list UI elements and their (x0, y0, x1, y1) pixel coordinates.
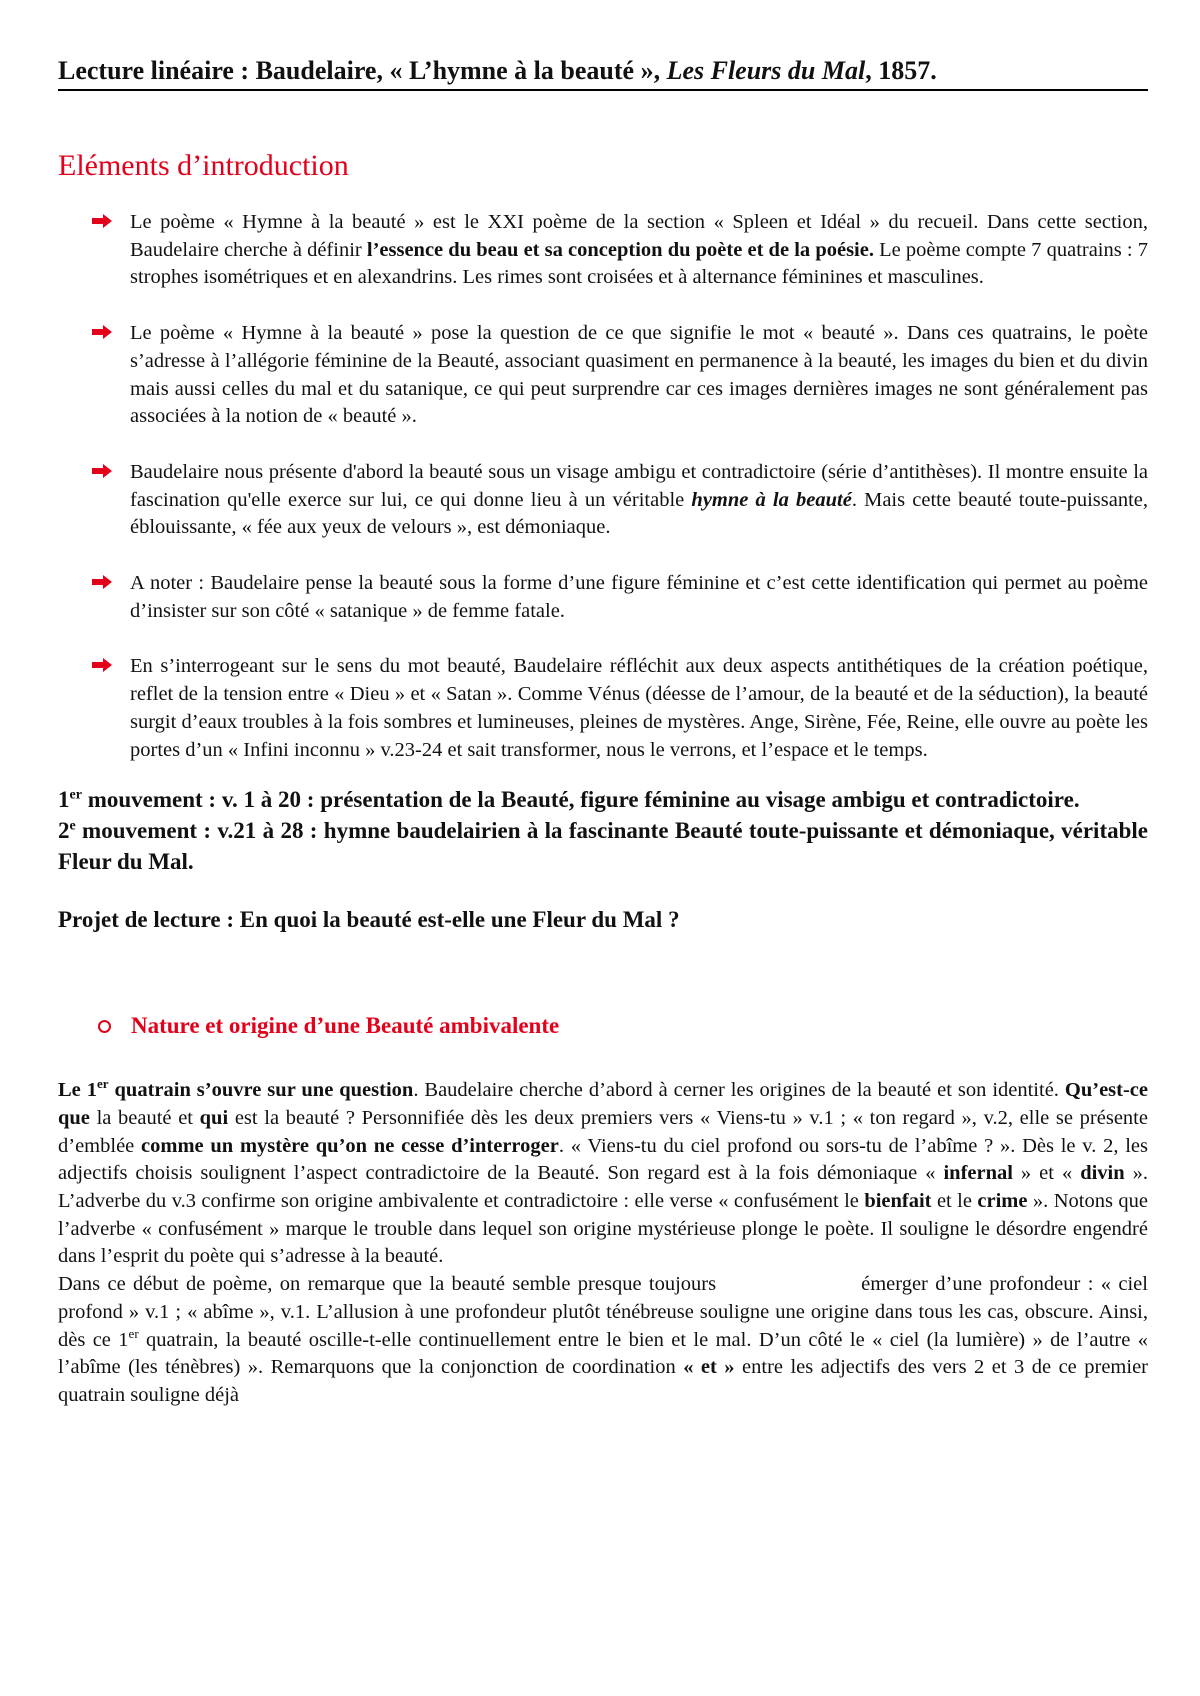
right-arrow-icon (92, 658, 112, 672)
movement-1: 1er mouvement : v. 1 à 20 : présentation de la Beauté, figure féminine au visage ambigu et contradictoire. (58, 787, 1080, 813)
circle-bullet-icon (98, 1020, 111, 1033)
list-item: Le poème « Hymne à la beauté » pose la question de ce que signifie le mot « beauté ». Dans ces quatrains, le poète s’adresse à l’allégorie féminine de la Beauté, associant quasiment en permanence à la beauté, les images du bien et du divin mais aussi celles du mal et du satanique, ce qui peut surprendre car ces images dernières images ne sont généralement pas associées à la notion de « beauté ». (58, 320, 1148, 431)
intro-heading: Eléments d’introduction (58, 149, 349, 182)
list-item: Le poème « Hymne à la beauté » est le XXI poème de la section « Spleen et Idéal » du recueil. Dans cette section, Baudelaire cherche à définir l’essence du beau et sa conception du poète et de la poésie. Le poème compte 7 quatrains : 7 strophes isométriques et en alexandrins. Les rimes sont croisées et à alternance féminines et masculines. (58, 209, 1148, 292)
document-title (58, 56, 1148, 91)
reading-project: Projet de lecture : En quoi la beauté est-elle une Fleur du Mal ? (58, 907, 680, 933)
right-arrow-icon (92, 325, 112, 339)
list-item: En s’interrogeant sur le sens du mot beauté, Baudelaire réfléchit aux deux aspects antithétiques de la création poétique, reflet de la tension entre « Dieu » et « Satan ». Comme Vénus (déesse de l’amour, de la beauté et de la séduction), la beauté surgit d’eaux troubles à la fois sombres et lumineuses, pleines de mystères. Ange, Sirène, Fée, Reine, elle ouvre au poète les portes d’un « Infini inconnu » v.23-24 et sait transformer, nous le verrons, et l’espace et le temps. (58, 653, 1148, 764)
title-italic: Les Fleurs du Mal (666, 56, 866, 85)
list-item: A noter : Baudelaire pense la beauté sous la forme d’une figure féminine et c’est cette identification qui permet au poème d’insister sur son côté « satanique » de femme fatale. (58, 570, 1148, 625)
right-arrow-icon (92, 575, 112, 589)
right-arrow-icon (92, 214, 112, 228)
intro-bullet-list (58, 209, 1148, 764)
list-item: Baudelaire nous présente d'abord la beauté sous un visage ambigu et contradictoire (série d’antithèses). Il montre ensuite la fascination qu'elle exerce sur lui, ce qui donne lieu à un véritable hymne à la beauté. Mais cette beauté toute-puissante, éblouissante, « fée aux yeux de velours », est démoniaque. (58, 459, 1148, 542)
document-page (58, 56, 1148, 1410)
paragraph: Dans ce début de poème, on remarque que la beauté semble presque toujours émerger d’une profondeur : « ciel profond » v.1 ; « abîme », v.1. L’allusion à une profondeur plutôt ténébreuse souligne une origine dans tous les cas, obscure. Ainsi, dès ce 1er quatrain, la beauté oscille-t-elle continuellement entre le bien et le mal. D’un côté le « ciel (la lumière) » de l’autre « l’abîme (les ténèbres) ». Remarquons que la conjonction de coordination « et » entre les adjectifs des vers 2 et 3 de ce premier quatrain souligne déjà (58, 1273, 1148, 1406)
right-arrow-icon (92, 464, 112, 478)
paragraph: Le 1er quatrain s’ouvre sur une question. Baudelaire cherche d’abord à cerner les origines de la beauté et son identité. Qu’est-ce que la beauté et qui est la beauté ? Personnifiée dès les deux premiers vers « Viens-tu » v.1 ; « ton regard », v.2, elle se présente d’emblée comme un mystère qu’on ne cesse d’interroger. « Viens-tu du ciel profond ou sors-tu de l’abîme ? ». Dès le v. 2, les adjectifs choisis soulignent l’aspect contradictoire de la Beauté. Son regard est à la fois démoniaque « infernal » et « divin ». L’adverbe du v.3 confirme son origine ambivalente et contradictoire : elle verse « confusément le bienfait et le crime ». Notons que l’adverbe « confusément » marque le trouble dans lequel son origine mystérieuse plonge le poète. Il souligne le désordre engendré dans l’esprit du poète qui s’adresse à la beauté. (58, 1076, 1149, 1268)
movement-2: 2e mouvement : v.21 à 28 : hymne baudelairien à la fascinante Beauté toute-puissante et démoniaque, véritable Fleur du Mal. (58, 818, 1148, 875)
title-text: Lecture linéaire : Baudelaire, « L’hymne à la beauté », (58, 56, 667, 85)
section-heading-row (58, 1013, 1148, 1039)
section-heading: Nature et origine d’une Beauté ambivalente (131, 1013, 560, 1039)
title-date: , 1857. (865, 56, 937, 85)
analysis-body (58, 1077, 1148, 1409)
